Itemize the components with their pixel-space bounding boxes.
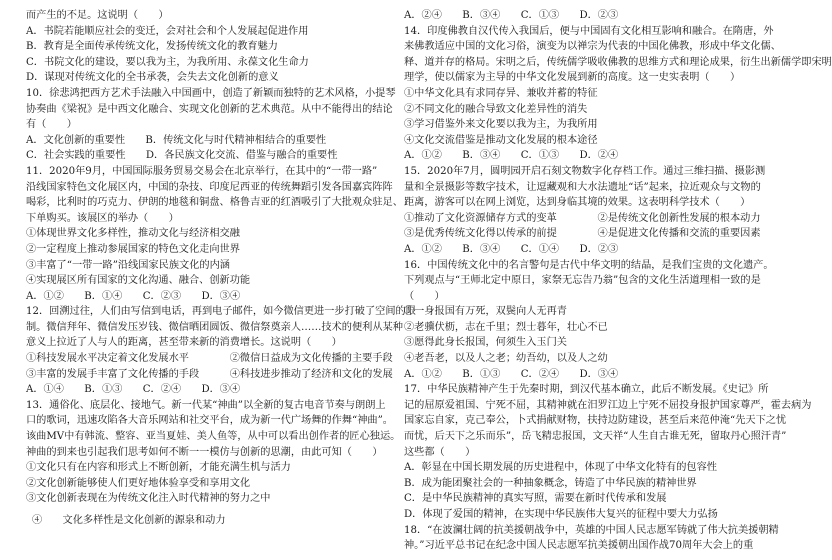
text-line: 理学，使以儒家为主导的中华文化发展到新的高度。这一史实表明（ ） [404, 72, 741, 84]
text-line: ①中华文化具有求同存异、兼收并蓄的特征 [404, 87, 598, 99]
text-line: 17．中华民族精神产生于先秦时期，到汉代基本确立，此后不断发展。《史记》所 [404, 384, 769, 396]
text-line: 神。”习近平总书记在纪念中国人民志愿军抗美援朝出国作战70周年大会上的重 [404, 540, 754, 552]
option-line-4: ④ 文化多样性是文化创新的源泉和动力 [32, 515, 226, 526]
text-line: ③丰富了“一带一路”沿线国家民族文化的内涵 [26, 259, 230, 271]
text-line: 释、道并存的格局。宋明之后，传统儒学吸收佛教的思维方式和理论成果，衍生出新儒学即宋明 [404, 56, 832, 68]
text-line: 量和全景摄影等数字技术，让逗藏观和大水法遗址“话”起来，拉近观众与文物的 [404, 181, 761, 193]
text-line: 而忧，后天下之乐而乐”，岳飞精忠报国，文天祥“人生自古谁无死，留取丹心照汗青” [404, 431, 787, 443]
text-line: ①一身报国有万死，双鬓向人无再青 [404, 306, 567, 318]
text-line: 神曲的到来也引起我们思考如何不断一一模仿与创新的思潮，由此可知（ ） [26, 446, 383, 458]
text-line: 11．2020年9月，中国国际服务贸易交易会在北京举行，在其中的“一带一路” [26, 165, 378, 177]
text-line: D．体现了爱国的精神，在实现中华民族伟大复兴的征程中要大力弘扬 [404, 509, 718, 520]
text-line: 距离，游客可以在网上浏览，达到身临其境的效果。这表明科学技术（ ） [404, 197, 751, 209]
text-line: ④老吾老，以及人之老；幼吾幼，以及人之幼 [404, 353, 608, 365]
text-line: B．成为能团聚社会的一种抽象概念，铸造了中华民族的精神世界 [404, 477, 697, 489]
text-line: 下列观点与“王师北定中原日，家祭无忘告乃翁”包含的文化生活道理相一致的是 [404, 275, 761, 287]
text-line: A．①② B．①④ C．②③ D．③④ [26, 290, 241, 302]
text-line: C．书院文化的建设，要以我为主，为我所用、永葆文化生命力 [26, 56, 309, 68]
left-column [26, 8, 416, 529]
text-line: 16．中国传统文化中的名言警句是古代中华文明的结晶，是我们宝贵的文化遗产。 [404, 259, 774, 271]
text-line: ④实现展区所有国家的文化沟通、融合、创新功能 [26, 275, 251, 287]
text-line: D．谋现对传统文化的全书承袭，会失去文化创新的意义 [26, 72, 279, 84]
text-line: ②老骥伏枥，志在千里；烈士暮年，壮心不已 [404, 321, 608, 333]
text-line: ③文化创新表现在为传统文化注入时代精神的努力之中 [26, 493, 271, 505]
text-line: A．①② B．③④ C．①④ D．②③ [404, 243, 619, 255]
text-line: 口的歌词，迅速攻陷各大音乐网站和社交平台，成为新一代广场舞的作舞“神曲”。 [26, 415, 393, 427]
right-column [404, 8, 832, 554]
text-line: ④文化交流借鉴是推动文化发展的根本途径 [404, 134, 598, 146]
text-line: 沿线国家特色文化展区内，中国的杂技、印度尼西亚的传统舞蹈引发各国嘉宾阵阵 [26, 181, 393, 193]
text-line: ①科技发展水平决定着文化发展水平 ②微信日益成为文化传播的主要手段 [26, 353, 393, 365]
text-line: C．是中华民族精神的真实写照，需要在新时代传承和发展 [404, 493, 667, 505]
text-line: ①文化只有在内容和形式上不断创新，才能充满生机与活力 [26, 462, 291, 474]
text-line: 制。微信拜年、微信发压岁钱、微信晒团圆饭、微信祭奠亲人……技术的便利从某种 [26, 321, 403, 333]
text-line: 下单购买。该展区的举办（ ） [26, 212, 179, 224]
text-line: 协奏曲《梁祝》是中西文化融合、实现文化创新的艺术典范。从中不能得出的结论 [26, 103, 393, 115]
text-line: 记的屈原爱祖国、宁死不屈，其精神就在汨罗江边上宁死不屈投身报护国家尊严，霍去病为 [404, 399, 812, 411]
text-line: 而产生的不足。这说明（ ） [26, 10, 169, 21]
text-line: （ ） [404, 290, 445, 302]
text-line: A．彰显在中国长期发展的历史进程中，体现了中华文化特有的包容性 [404, 462, 717, 474]
text-line: ①推动了文化资源储存方式的变革 ②是传统文化创新性发展的根本动力 [404, 212, 761, 224]
text-line: 喝彩，比利时的巧克力、伊朗的地毯和铜盘、格鲁吉亚的红酒吸引了大批观众驻足、 [26, 197, 403, 209]
text-line: 18．“在波澜壮阔的抗美援朝战争中，英雄的中国人民志愿军铸就了伟大抗美援朝精 [404, 524, 779, 536]
text-line: A．①④ B．①③ C．②④ D．③④ [26, 384, 241, 396]
text-line: 有（ ） [26, 119, 77, 131]
text-line: A．②④ B．③④ C．①③ D．②③ [404, 10, 619, 21]
text-line: A．书院若能顺应社会的变迁，会对社会和个人发展起促进作用 [26, 25, 309, 37]
text-line: ③是优秀传统文化得以传承的前提 ④是促进文化传播和交流的重要因素 [404, 228, 761, 240]
text-line: A．①② B．①③ C．②④ D．③④ [404, 368, 619, 380]
text-line: 10．徐悲鸿把西方艺术手法融入中国画中，创造了新颖而独特的艺术风格，小提琴 [26, 87, 396, 99]
text-line: 14．印度佛教自汉代传入我国后，便与中国固有文化相互影响和融合。在隋唐，外 [404, 25, 774, 37]
text-line: 13．通俗化、底层化、接地气。新一代某“神曲”以全新的复古电音节奏与朗朗上 [26, 399, 386, 411]
text-line: ③愿得此身长报国，何须生入玉门关 [404, 337, 567, 349]
text-line: ①体现世界文化多样性，推动文化与经济相交融 [26, 228, 240, 240]
text-line: ②一定程度上推动参展国家的特色文化走向世界 [26, 243, 240, 255]
text-line: C．社会实践的重要性 D．各民族文化交流、借鉴与融合的重要性 [26, 150, 338, 162]
text-line: 这些都（ ） [404, 446, 476, 458]
text-line: ②文化创新能够使人们更好地体验享受和享用文化 [26, 477, 251, 489]
text-line: B．教育是全面传承传统文化，发扬传统文化的教育魅力 [26, 41, 278, 53]
text-line: 国家忘自家，克己奉公，卜式捐献财物，扶持边防建设，甚至后来范仲淹“先天下之忧 [404, 415, 787, 427]
text-line: 12．回溯过往，人们由写信到电话，再到电子邮件，如今微信更进一步打破了空间的限 [26, 306, 416, 318]
text-line: 来佛教适应中国的文化习俗，演变为以禅宗为代表的中国化佛教，形成中华文化儒、 [404, 41, 781, 53]
text-line: A．文化创新的重要性 B．传统文化与时代精神相结合的重要性 [26, 134, 327, 146]
text-line: A．①② B．③④ C．①③ D．②④ [404, 150, 619, 162]
text-line: 该曲MV中有韩流、整容、亚当夏娃、美人鱼等，从中可以看出创作者的匠心独运。 [26, 431, 401, 443]
text-line: ③学习借鉴外来文化要以我为主，为我所用 [404, 119, 598, 131]
text-line: ③丰富的发展手丰富了文化传播的手段 ④科技进步推动了经济和文化的发展 [26, 368, 393, 380]
text-line: 意义上拉近了人与人的距离，甚至带来新的消费增长。这说明（ ） [26, 337, 342, 349]
text-line: ②不同文化的融合导致文化差异性的消失 [404, 103, 588, 115]
text-line: 15．2020年7月，圆明园开启石刻文物数字化存档工作。通过三维扫描、摄影测 [404, 165, 766, 177]
